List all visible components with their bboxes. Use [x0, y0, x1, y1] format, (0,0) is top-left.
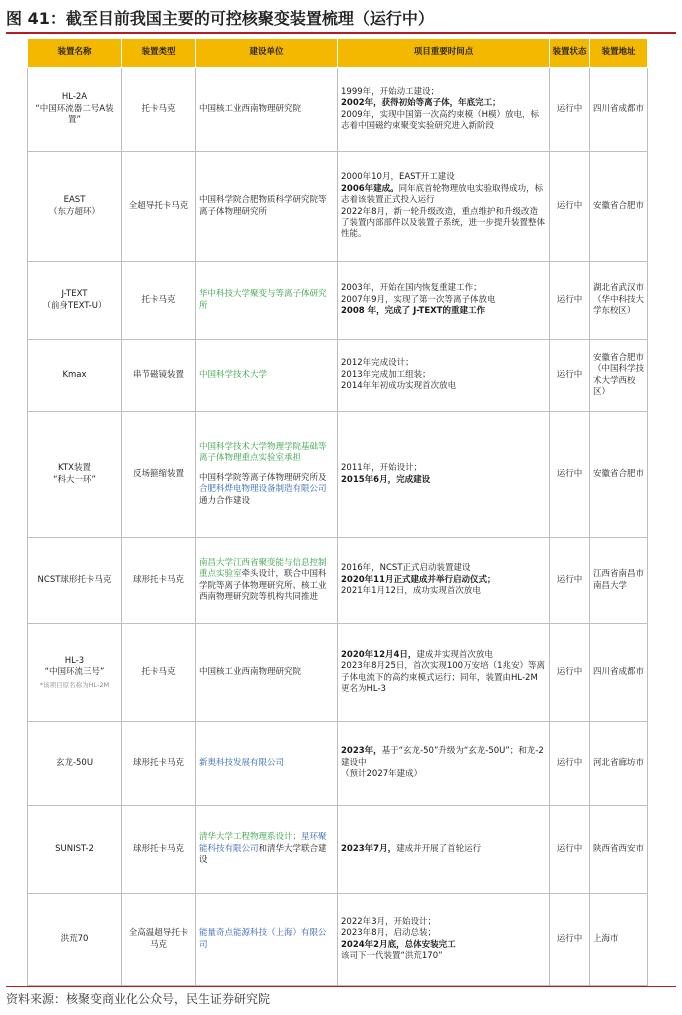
device-name-cell — [28, 894, 122, 986]
status-cell: 运行中 — [550, 152, 590, 262]
timeline-line — [341, 207, 546, 241]
table-row — [28, 722, 648, 806]
builder-cell — [196, 722, 338, 806]
timeline-text: 基于“玄龙-50”升级为“玄龙-50U”；和龙-2建设中 — [341, 746, 544, 768]
table-row — [28, 538, 648, 624]
timeline-text: 2023年， — [341, 746, 382, 757]
device-name: 玄龙-50U — [55, 757, 94, 768]
device-name-cell — [28, 262, 122, 340]
timeline-line — [341, 844, 546, 855]
timeline-text: 2024年2月底，总体安装完工 — [341, 939, 456, 950]
timeline-line — [341, 650, 546, 661]
timeline-cell — [338, 152, 550, 262]
builder-text: 中国核工业西南物理研究院 — [199, 103, 302, 114]
status-cell: 运行中 — [550, 722, 590, 806]
timeline-line — [341, 110, 546, 133]
timeline-text: 建成并实现首次放电 — [416, 649, 493, 660]
device-name: Kmax — [62, 369, 87, 380]
timeline-line — [341, 769, 546, 780]
status-cell: 运行中 — [550, 894, 590, 986]
timeline-text: （预计2027年建成） — [341, 769, 423, 780]
device-name-cell — [28, 152, 122, 262]
status-cell: 运行中 — [550, 624, 590, 722]
timeline-text: 2014年年初成功实现首次放电 — [341, 381, 457, 392]
address-cell: 安徽省合肥市 — [590, 152, 648, 262]
status-cell: 运行中 — [550, 340, 590, 412]
builder-cell — [196, 262, 338, 340]
timeline-cell — [338, 894, 550, 986]
builder-paragraph — [199, 442, 334, 465]
header-address: 装置地址 — [590, 39, 648, 68]
device-name: （东方超环） — [48, 206, 100, 217]
builder-paragraph — [199, 473, 334, 507]
address-cell: 安徽省合肥市 — [590, 412, 648, 538]
device-type-cell: 托卡马克 — [122, 262, 196, 340]
header-device-type: 装置类型 — [122, 39, 196, 68]
figure-title: 图 41：截至目前我国主要的可控核聚变装置梳理（运行中） — [6, 4, 676, 34]
timeline-cell — [338, 538, 550, 624]
table-row — [28, 340, 648, 412]
status-cell: 运行中 — [550, 412, 590, 538]
device-type-cell: 球形托卡马克 — [122, 722, 196, 806]
address-cell: 陕西省西安市 — [590, 806, 648, 894]
builder-text: 星环聚能科技有限公司 — [199, 832, 327, 854]
address-cell: 湖北省武汉市（华中科技大学东校区） — [590, 262, 648, 340]
timeline-text: 2021年1月12日，成功实现首次放电 — [341, 586, 481, 597]
timeline-line — [341, 184, 546, 207]
timeline-line — [341, 940, 546, 951]
builder-text: 中国核工业西南物理研究院 — [199, 666, 302, 677]
timeline-line — [341, 87, 546, 98]
timeline-text: 2003年，开始在国内恢复重建工作； — [341, 283, 482, 294]
status-cell: 运行中 — [550, 68, 590, 152]
timeline-line — [341, 928, 546, 939]
device-name-cell — [28, 68, 122, 152]
address-cell: 江西省南昌市南昌大学 — [590, 538, 648, 624]
timeline-text: 2020年11月正式建成并举行启动仪式； — [341, 574, 496, 585]
device-name-cell — [28, 722, 122, 806]
device-name: HL-3 — [64, 655, 85, 666]
timeline-text: 该司下一代装置“洪荒170” — [341, 950, 443, 961]
table-row — [28, 894, 648, 986]
fusion-devices-table — [27, 38, 648, 986]
table-row — [28, 262, 648, 340]
timeline-text: 2006年建成。 — [341, 183, 399, 194]
timeline-line — [341, 951, 546, 962]
device-name: 洪荒70 — [60, 933, 89, 944]
timeline-text: 2007年9月，实现了第一次等离子体放电 — [341, 294, 496, 305]
table-row — [28, 806, 648, 894]
status-cell: 运行中 — [550, 262, 590, 340]
device-name: “中国环流三号” — [44, 667, 105, 678]
device-name: （前身TEXT-U） — [42, 300, 107, 311]
address-cell: 四川省成都市 — [590, 68, 648, 152]
timeline-text: 2011年，开始设计； — [341, 463, 423, 474]
status-cell: 运行中 — [550, 806, 590, 894]
timeline-cell — [338, 340, 550, 412]
timeline-text: 2008 年，完成了 J-TEXT的重建工作 — [341, 306, 485, 317]
timeline-line — [341, 172, 546, 183]
builder-text: 南昌大学江西省聚变能与信息控制重点实验室 — [199, 557, 327, 580]
timeline-line — [341, 370, 546, 381]
builder-text: 中国科学技术大学 — [199, 369, 268, 380]
timeline-cell — [338, 806, 550, 894]
timeline-line — [341, 586, 546, 597]
builder-text: 牵头设计，联合中国科学院等离子体物理研究所、核工业西南物理研究院等机构共同推进 — [199, 569, 327, 602]
builder-text: 和清华大学联合建设 — [199, 843, 327, 866]
builder-text: 清华大学工程物理系设计； — [199, 832, 302, 843]
builder-cell — [196, 152, 338, 262]
timeline-text: 2009年，实现中国第一次高约束模（H模）放电，标志着中国磁约束聚变实验研究进入新阶段 — [341, 109, 540, 131]
builder-text: 新奥科技发展有限公司 — [199, 757, 285, 768]
timeline-text: 2002年，获得初始等离子体，年底完工； — [341, 98, 501, 109]
source-note: 资料来源：核聚变商业化公众号，民生证券研究院 — [6, 986, 676, 1011]
builder-text: 能量奇点能源科技（上海）有限公司 — [199, 928, 327, 950]
device-name-cell — [28, 412, 122, 538]
device-name: KTX装置 — [58, 463, 91, 474]
device-name-cell — [28, 538, 122, 624]
timeline-line — [341, 283, 546, 294]
timeline-line — [341, 475, 546, 486]
device-name: EAST — [63, 195, 86, 206]
table-row — [28, 624, 648, 722]
timeline-text: 2012年完成设计； — [341, 358, 414, 369]
address-cell: 安徽省合肥市（中国科学技术大学西校区） — [590, 340, 648, 412]
status-cell: 运行中 — [550, 538, 590, 624]
timeline-text: 2023年7月， — [341, 843, 397, 854]
timeline-text: 同年底首轮物理放电实验取得成功，标志着该装置正式投入运行 — [341, 183, 544, 206]
device-name-note: *该项目原名称为HL-2M — [39, 680, 110, 689]
device-name: NCST球形托卡马克 — [37, 574, 112, 585]
timeline-text: 2015年6月，完成建设 — [341, 474, 431, 485]
timeline-text: 2013年完成加工组装； — [341, 369, 431, 380]
device-type-cell: 托卡马克 — [122, 624, 196, 722]
timeline-text: 2020年12月4日， — [341, 649, 417, 660]
builder-cell — [196, 894, 338, 986]
header-timeline: 项目重要时间点 — [338, 39, 550, 68]
builder-cell — [196, 68, 338, 152]
device-type-cell: 串节磁镜装置 — [122, 340, 196, 412]
header-device-name: 装置名称 — [28, 39, 122, 68]
builder-text: 合肥科烨电物理设备制造有限公司 — [199, 484, 327, 495]
device-type-cell: 全高温超导托卡马克 — [122, 894, 196, 986]
builder-text: 华中科技大学聚变与等离子体研究所 — [199, 289, 327, 311]
device-name: HL-2A — [61, 92, 88, 103]
timeline-text: 1999年，开始动工建设； — [341, 86, 440, 97]
timeline-line — [341, 746, 546, 769]
builder-text: 中国科学院合肥物质科学研究院等离子体物理研究所 — [199, 195, 327, 217]
device-type-cell: 托卡马克 — [122, 68, 196, 152]
timeline-line — [341, 306, 546, 317]
builder-cell — [196, 538, 338, 624]
table-row — [28, 152, 648, 262]
timeline-text: 2023年8月，启动总装； — [341, 928, 437, 939]
table-row — [28, 412, 648, 538]
timeline-line — [341, 661, 546, 695]
timeline-text: 2016年，NCST正式启动装置建设 — [341, 563, 471, 574]
device-name-cell — [28, 624, 122, 722]
timeline-cell — [338, 68, 550, 152]
builder-cell — [196, 340, 338, 412]
device-type-cell: 球形托卡马克 — [122, 806, 196, 894]
builder-text: 中国科学院等离子体物理研究所及 — [199, 472, 327, 483]
timeline-line — [341, 575, 546, 586]
timeline-text: 2022年8月，新一轮升级改造，重点维护和升级改造了装置内部部件以及装置子系统，进一步提升装置整体性能。 — [341, 206, 546, 240]
builder-text: 中国科学技术大学物理学院基础等离子体物理重点实验室承担 — [199, 441, 327, 464]
device-name: J-TEXT — [61, 289, 88, 300]
timeline-text: 2000年10月，EAST开工建设 — [341, 172, 455, 183]
device-type-cell: 全超导托卡马克 — [122, 152, 196, 262]
device-name-cell — [28, 806, 122, 894]
timeline-line — [341, 295, 546, 306]
timeline-line — [341, 563, 546, 574]
timeline-cell — [338, 262, 550, 340]
device-name: SUNIST-2 — [55, 843, 94, 854]
builder-cell — [196, 412, 338, 538]
timeline-cell — [338, 624, 550, 722]
header-status: 装置状态 — [550, 39, 590, 68]
timeline-line — [341, 463, 546, 474]
timeline-text: 2022年3月，开始设计； — [341, 916, 437, 927]
address-cell: 河北省廊坊市 — [590, 722, 648, 806]
builder-text: 通力合作建设 — [199, 495, 251, 506]
device-name: “科大一环” — [53, 474, 96, 485]
device-name-cell — [28, 340, 122, 412]
timeline-line — [341, 917, 546, 928]
timeline-line — [341, 358, 546, 369]
timeline-line — [341, 98, 546, 109]
builder-cell — [196, 624, 338, 722]
timeline-text: 建成并开展了首轮运行 — [396, 843, 482, 854]
table-header-row — [28, 39, 648, 68]
device-type-cell: 反场箍缩装置 — [122, 412, 196, 538]
timeline-line — [341, 381, 546, 392]
timeline-cell — [338, 722, 550, 806]
address-cell: 上海市 — [590, 894, 648, 986]
header-builder: 建设单位 — [196, 39, 338, 68]
timeline-text: 2023年8月25日，首次实现100万安培（1兆安）等离子体电流下的高约束模式运行；同年，装置由HL-2M更名为HL-3 — [341, 661, 545, 694]
device-type-cell: 球形托卡马克 — [122, 538, 196, 624]
address-cell: 四川省成都市 — [590, 624, 648, 722]
builder-cell — [196, 806, 338, 894]
table-row — [28, 68, 648, 152]
timeline-cell — [338, 412, 550, 538]
device-name: “中国环流器二号A装置” — [35, 103, 114, 126]
